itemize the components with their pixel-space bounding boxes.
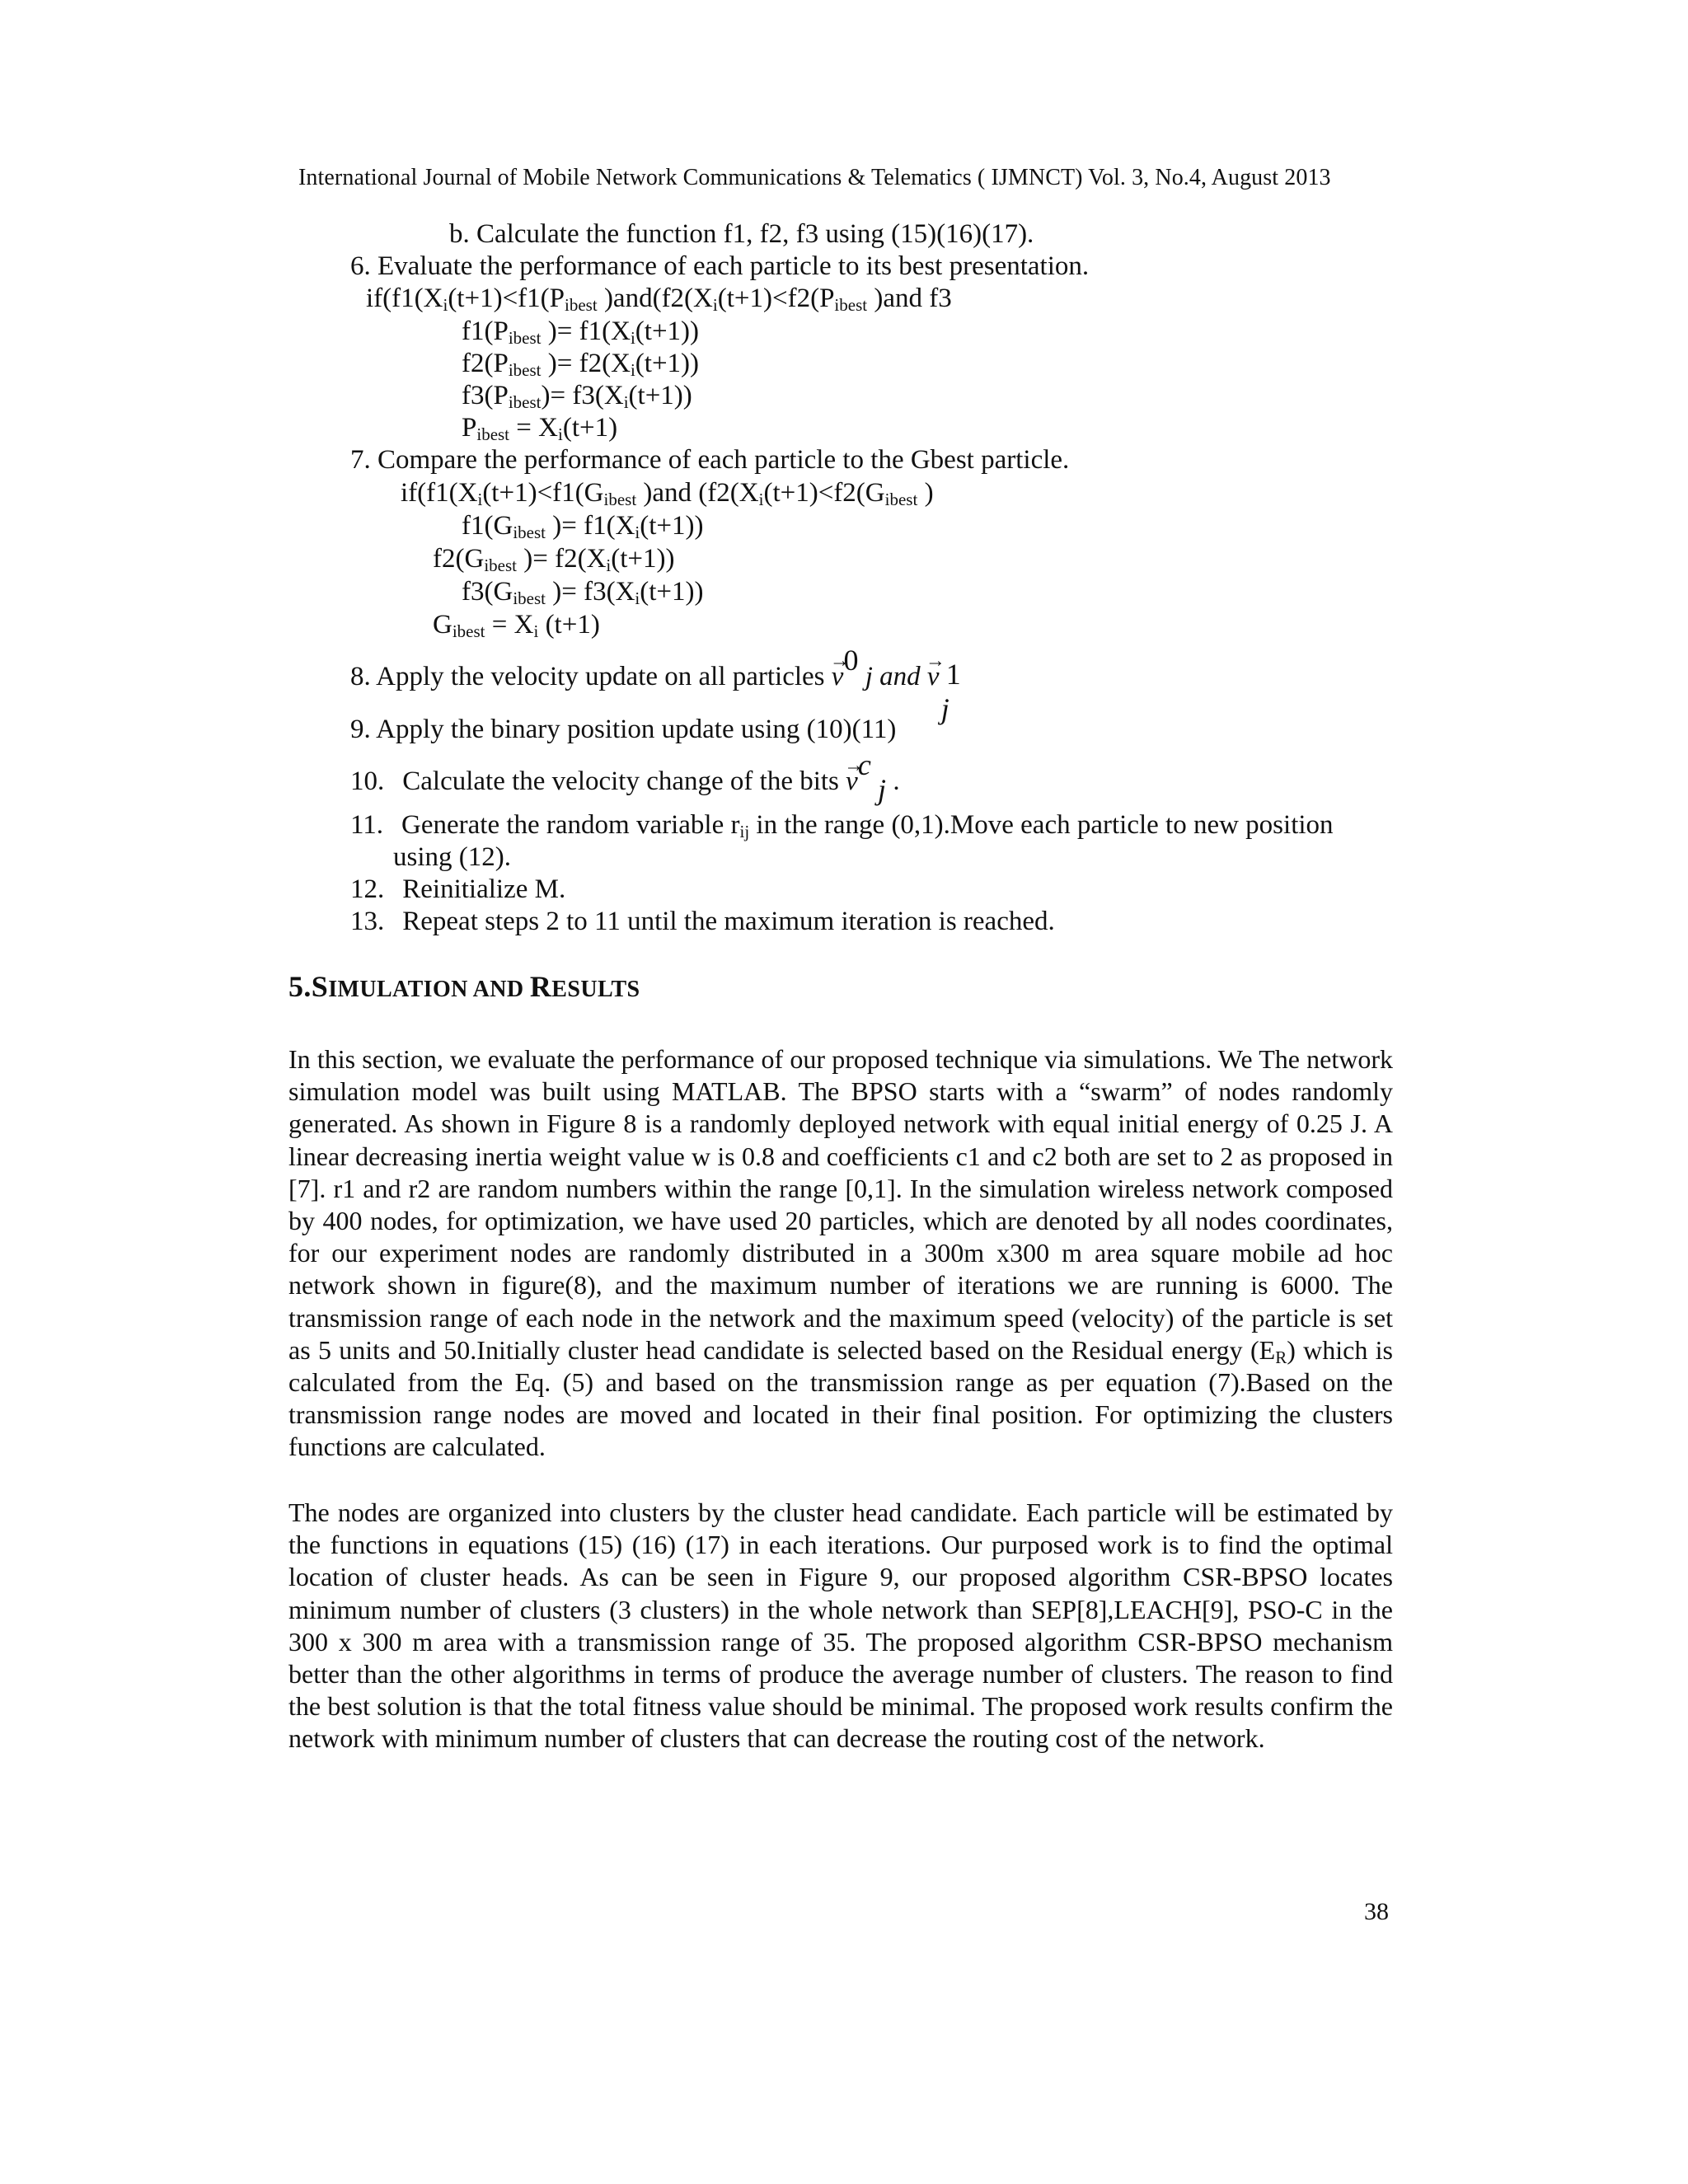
- journal-header: International Journal of Mobile Network Communications & Telematics ( IJMNCT) Vol. 3, No.4, August 2013: [298, 165, 1331, 190]
- velocity-vector-vc: → v: [846, 766, 858, 798]
- step-6-assign-f3: $f3(P_{ibest})= f3(X_i(t+1))$: [462, 381, 692, 412]
- section-heading: 5.SIMULATION AND RESULTS: [288, 970, 640, 1003]
- paragraph-simulation: In this section, we evaluate the performance of our proposed technique via simulations. We The network simulation model was built using MATLAB. The BPSO starts with a “swarm” of nodes randomly generated. As shown in Figure 8 is a randomly deployed network with equal initial energy of 0.25 J. A linear decreasing inertia weight value w is 0.8 and coefficients c1 and c2 both are set to 2 as proposed in [7]. r1 and r2 are random numbers within the range [0,1]. In the simulation wireless network composed by 400 nodes, for optimization, we have used 20 particles, which are denoted by all nodes coordinates, for our experiment nodes are randomly distributed in a 300m x300 m area square mobile ad hoc network shown in figure(8), and the maximum number of iterations we are running is 6000. The transmission range of each node in the network and the maximum speed (velocity) of the particle is set as 5 units and 50.Initially cluster head candidate is selected based on the Residual energy $(E_R)$ which is calculated from the Eq. (5) and based on the transmission range as per equation (7).Based on the transmission range nodes are moved and located in their final position. For optimizing the clusters functions are calculated.: [288, 1044, 1394, 1462]
- algorithm-step-6: 6. Evaluate the performance of each particle to its best presentation.: [350, 251, 1090, 281]
- algorithm-step-5b: b. Calculate the function f1, f2, f3 using (15)(16)(17).: [449, 219, 1034, 249]
- algorithm-step-11-continued: using (12).: [393, 842, 511, 872]
- step-7-assign-f2: $f2(G_{ibest}$ )= $f2(X_i(t+1))$: [433, 544, 675, 575]
- step-7-condition: $if(f1(X_i(t+1)<f1(G_{ibest}$ )and ($f2(X_i(t+1)<f2(G_{ibest}$ ): [401, 478, 934, 509]
- step-7-assign-f1: $f1(G_{ibest}$ )= $f1(X_i(t+1))$: [462, 511, 704, 542]
- algorithm-step-13: 13. Repeat steps 2 to 11 until the maximum iteration is reached.: [350, 907, 1055, 936]
- page-number: 38: [1364, 1898, 1389, 1925]
- algorithm-step-10: 10. Calculate the velocity change of the bits → vc j .: [350, 764, 900, 798]
- velocity-vector-v1: → v: [927, 661, 940, 693]
- algorithm-step-9: 9. Apply the binary position update using (10)(11): [350, 715, 897, 744]
- step-6-assign-f2: $f2(P_{ibest}$ )= $f2(X_i(t+1))$: [462, 349, 700, 380]
- algorithm-step-12: 12. Reinitialize M.: [350, 874, 566, 904]
- step-7-assign-f3: $f3(G_{ibest}$ )= $f3(X_i(t+1))$: [462, 577, 704, 608]
- step-7-assign-gbest: $G_{ibest} = X_i$ (t+1): [433, 610, 600, 641]
- velocity-vector-v0: → v: [832, 661, 844, 693]
- step-6-condition: $if(f1(X_i(t+1)<f1(P_{ibest}$ )$and(f2(X_i(t+1)<f2(P_{ibest}$ )and f3: [366, 284, 952, 315]
- step-6-assign-pbest: $P_{ibest} = X_i(t+1)$: [462, 413, 618, 444]
- algorithm-step-11: 11. Generate the random variable $r_{ij}$ in the range (0,1).Move each particle to new position: [350, 810, 1334, 841]
- paragraph-results: The nodes are organized into clusters by the cluster head candidate. Each particle will be estimated by the functions in equations (15) (16) (17) in each iterations. Our purposed work is to find the optimal location of cluster heads. As can be seen in Figure 9, our proposed algorithm CSR-BPSO locates minimum number of clusters (3 clusters) in the whole network than SEP[8],LEACH[9], PSO-C in the 300 x 300 m area with a transmission range of 35. The proposed algorithm CSR-BPSO mechanism better than the other algorithms in terms of produce the average number of clusters. The reason to find the best solution is that the total fitness value should be minimal. The proposed work results confirm the network with minimum number of clusters that can decrease the routing cost of the network.: [288, 1497, 1393, 1754]
- algorithm-step-8: 8. Apply the velocity update on all particles → v0 j and → v 1 j: [350, 659, 964, 693]
- step-6-assign-f1: $f1(P_{ibest}$ )= $f1(X_i(t+1))$: [462, 316, 700, 348]
- algorithm-step-7: 7. Compare the performance of each particle to the Gbest particle.: [350, 445, 1070, 475]
